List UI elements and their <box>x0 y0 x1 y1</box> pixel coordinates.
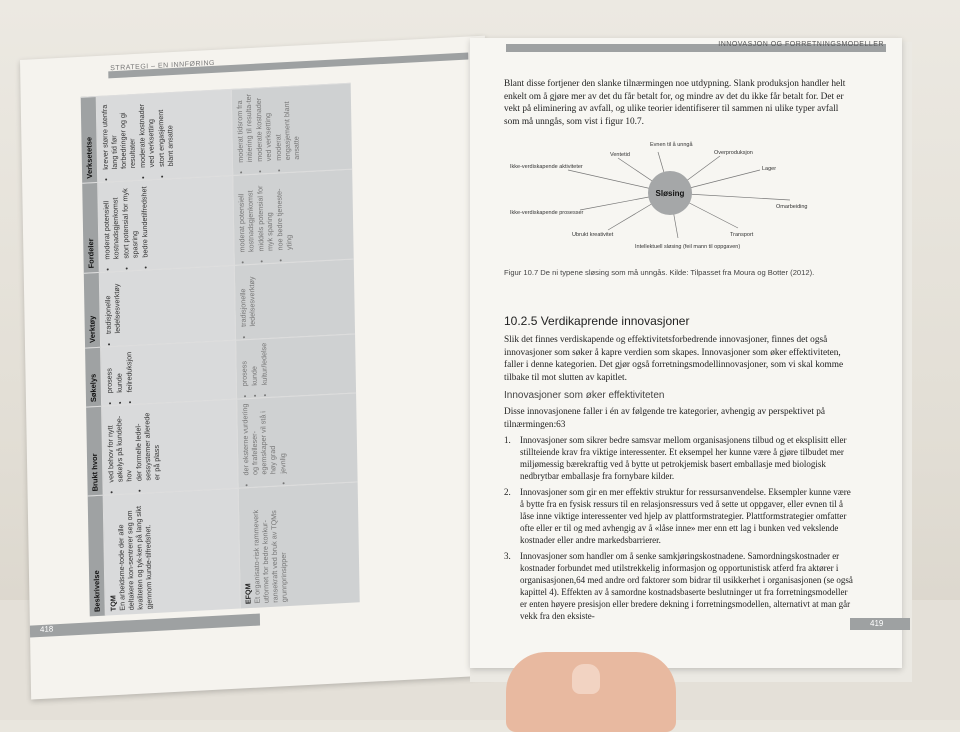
intro-paragraph: Blant disse fortjener den slanke tilnærmingen noe utdypning. Slank produksjon handler helt enkelt om å gjøre mer av det du får betalt for, og mindre av det du ikke får betalt for. Det er vekt på eliminering av avfall, og ulike teorier identifiserer til sammen ni ulike typer avfall som må unngås, som vist i figur 10.7. <box>504 79 846 127</box>
right-header-text: INNOVASJON OG FORRETNINGSMODELLER <box>718 41 884 48</box>
diagram-label: Overproduksjon <box>714 150 753 156</box>
table-cell <box>234 259 355 340</box>
list-item: • kunde <box>114 350 124 393</box>
list-item: • krever større utenfra lang tid før forbedringer og gi resultater <box>100 99 137 170</box>
list-item: • ved behov for nytt søkelys på kundebe-hov <box>105 409 133 483</box>
list-item: • bedre kundetilfredshet <box>139 185 149 258</box>
table-header: Verktøy <box>84 272 101 347</box>
table-header: Fordeler <box>82 183 99 274</box>
list-item: • moderat potensiell kostnadsgjenkomst <box>236 179 255 253</box>
center-label: Sløsing <box>655 189 685 198</box>
table-cell <box>103 488 240 615</box>
list-number: 3. <box>504 551 511 561</box>
list-item <box>504 550 854 622</box>
list-item: • middels potensial for myk sparing <box>255 178 274 252</box>
rotated-table-wrapper <box>81 83 360 617</box>
row-description: Et organisato-risk rammeverk utformet for bedre konkur-ransekraft ved bruk av TQMs grunnprinsipper <box>251 509 289 604</box>
table-row <box>96 89 240 615</box>
list-item: • moderat tidsrom fra initiering til resulta-ter <box>235 93 254 163</box>
table-cell <box>98 176 235 273</box>
list-item: • der eksterne vurdering og frafelleser-egemskaper vil stå i høy grad <box>240 402 277 476</box>
list-item: • tradisjonelle ledelsesverktøy <box>103 276 122 334</box>
right-page-number: 419 <box>870 619 884 628</box>
waste-diagram <box>510 138 830 258</box>
list-item: • moderate kostnader ved verksetting <box>137 98 156 168</box>
list-item: • tradisjonelle ledelsesverktøy <box>238 269 257 327</box>
row-description: En arbeidsme-tode der alle deltakere kon-sentrerer seg om kvaliteten og tyk-ken på lang sikt gjennom kunde-tilfredshet. <box>116 505 154 611</box>
list-item: • der formelle ledel-sessystemer allerede er på plass <box>133 408 161 482</box>
list-item <box>504 486 854 546</box>
thumbnail-nail <box>572 664 600 694</box>
list-item: • prosess <box>104 351 114 394</box>
figure-caption: Figur 10.7 De ni typene sløsing som må unngås. Kilde: Tilpasset fra Moura og Botter (2012). <box>504 268 815 277</box>
list-item: • prosess <box>239 344 249 387</box>
table-cell <box>237 393 358 489</box>
table-cell <box>231 83 352 175</box>
table-cell <box>99 265 235 346</box>
right-page <box>470 38 902 668</box>
section-title: 10.2.5 Verdikaprende innovasjoner <box>504 314 690 328</box>
diagram-label: Lager <box>762 166 777 172</box>
diagram-label: Intellektuell sløsing (feil mann til oppgaven) <box>635 244 741 250</box>
table-header: Beskrivelse <box>88 495 106 616</box>
list-item: • moderat engasjement blant ansatte <box>273 90 301 161</box>
diagram-label: Ikke-verdiskapende prosesser <box>510 210 584 216</box>
list-item: • noe bedre tjeneste-yting <box>274 177 293 251</box>
list-item <box>504 434 854 482</box>
diagram-label: Evnen til å unngå <box>650 142 693 148</box>
row-title: TQM <box>108 595 118 612</box>
list-number: 2. <box>504 487 511 497</box>
list-item: • moderate kostnader ved verksetting <box>254 92 273 162</box>
list-item: • stort engasjement blant ansatte <box>156 97 175 167</box>
table-header: Verksetetse <box>81 97 98 184</box>
left-footer-bar <box>30 614 260 638</box>
list-item: • kultur/ledelse <box>259 343 269 386</box>
subsection-title: Innovasjoner som øker effektiviteten <box>504 390 665 401</box>
diagram-label: Ikke-verdiskapende aktiviteter <box>510 164 583 170</box>
list-item: • feilreduksjon <box>124 350 134 393</box>
left-page <box>20 36 496 700</box>
left-header-text: STRATEGI – EN INNFØRING <box>110 59 215 73</box>
list-item: • moderat potensiell kostnadsgjenkomst <box>101 186 120 260</box>
table-header: Søkelys <box>85 347 102 407</box>
diagram-label: Omarbeiding <box>776 204 808 210</box>
comparison-table <box>81 83 360 617</box>
waste-diagram-svg <box>510 138 830 258</box>
list-text: Innovasjoner som sikrer bedre samsvar mellom organisasjonens tilbud og et eksplisitt eller stillteiende krav fra viktige interessenter. Et eksempel her kunne være å gjøre tilbudet mer miljømessig bærekraftig ved å bytte ut petrokjemisk basert emballasje med biologisk nedbrytbar emballasje fra fornybare kilder. <box>520 435 847 481</box>
table-cell <box>96 89 233 182</box>
diagram-label: Transport <box>730 232 754 238</box>
table-cell <box>101 340 237 406</box>
row-title: EFQM <box>243 583 253 605</box>
list-item: • stort potensial for myk spasring <box>120 185 139 259</box>
section-paragraph: Slik det finnes verdiskapende og effektivitetsforbedrende innovasjoner, finnes det også innovasjoner som søker å kapre verdien som skapes. Innovasjoner som øker effektiviteten, faller i denne kategorien. Det gjør også forretningsmodellinnovasjoner, som vi skal komme tilbake til mot slutten av kapitlet. <box>504 335 844 383</box>
list-text: Innovasjoner som handler om å senke samkjøringskostnadene. Samordningskostnader er kostnader forbundet med utilstrekkelig informasjon og opportunistisk atferd fra aktører i organisasjonen,64 med andre ord faktorer som bidrar til usikkerhet i organisasjonen (se også kapittel 4). Effekten av å samordne kostnadsbaserte beslutninger ut fra forretningsmodeller er enten høyere presisjon eller bredere dekning i forretningsmodellen, alternativt at man går vekk fra den eksiste- <box>520 551 853 621</box>
table-cell <box>102 399 239 495</box>
list-item: • kunde <box>249 343 259 386</box>
list-text: Innovasjoner som gir en mer effektiv struktur for ressursanvendelse. Eksempler kunne være å bytte fra en fysisk ressurs til en relasjonsressurs ved å sette ut oppgaver, eller evnen til å låse inne viktige interessenter ved hjelp av plattformstrategier. Plattformstrategier omfatter ofte eller er til og med avhengig av å «låse inne» mer enn ett lag i bunken ved vekslende kostnader eller andre markedsbarrierer. <box>520 487 851 545</box>
table-cell <box>236 334 356 400</box>
table-cell <box>233 169 354 265</box>
table-header: Brukt hvor <box>86 406 103 496</box>
table-row <box>231 83 359 608</box>
diagram-label: Ventetid <box>610 152 630 158</box>
numbered-list <box>504 434 854 626</box>
list-item: • jevnlig <box>277 401 287 474</box>
subsection-paragraph: Disse innovasjonene faller i én av følgende tre kategorier, avhengig av perspektivet på tilnærmingen:63 <box>504 407 826 430</box>
table-cell <box>238 482 360 608</box>
diagram-label: Ubrukt kreativitet <box>572 232 614 238</box>
list-number: 1. <box>504 435 511 445</box>
left-page-number: 418 <box>39 624 54 635</box>
